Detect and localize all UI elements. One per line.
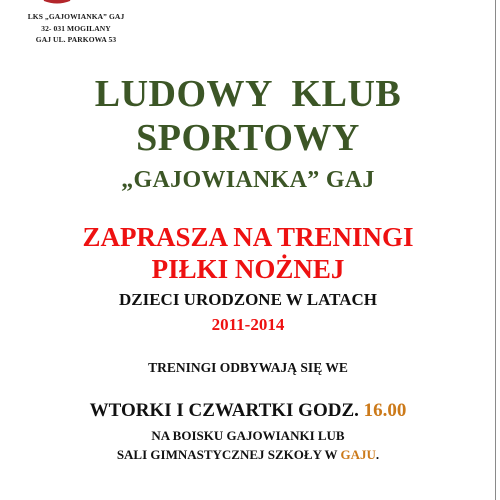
title-line-2: SPORTOWY xyxy=(136,117,360,159)
club-name-small: LKS „GAJOWIANKA” GAJ xyxy=(27,12,125,21)
training-days xyxy=(0,400,496,422)
birth-years: 2011-2014 xyxy=(211,315,285,334)
invite-line-2: PIŁKI NOŻNEJ xyxy=(151,254,345,284)
training-place-text: SALI GIMNASTYCZNEJ SZKOŁY W xyxy=(116,447,341,462)
training-place-highlight: GAJU xyxy=(340,447,376,462)
training-place-line-1: NA BOISKU GAJOWIANKI LUB xyxy=(151,428,345,443)
training-days-text: WTORKI I CZWARTKI GODZ. xyxy=(89,400,364,421)
corner-mark xyxy=(0,494,6,500)
title-club-name: „GAJOWIANKA” GAJ xyxy=(121,167,375,193)
children-born-text: DZIECI URODZONE W LATACH xyxy=(118,290,378,309)
club-street-address: GAJ UL. PARKOWA 53 xyxy=(35,35,117,44)
training-place-end: . xyxy=(375,447,380,462)
training-place-line-2 xyxy=(0,447,496,463)
trainings-intro: TRENINGI ODBYWAJĄ SIĘ WE xyxy=(148,360,348,375)
club-logo-fragment xyxy=(40,0,74,5)
club-postal-code: 32- 031 MOGILANY xyxy=(41,23,111,33)
invite-line-1: ZAPRASZA NA TRENINGI xyxy=(82,222,414,252)
training-hour: 16.00 xyxy=(363,400,407,421)
title-line-1: LUDOWY KLUB xyxy=(94,73,402,115)
club-address-header xyxy=(6,11,146,46)
